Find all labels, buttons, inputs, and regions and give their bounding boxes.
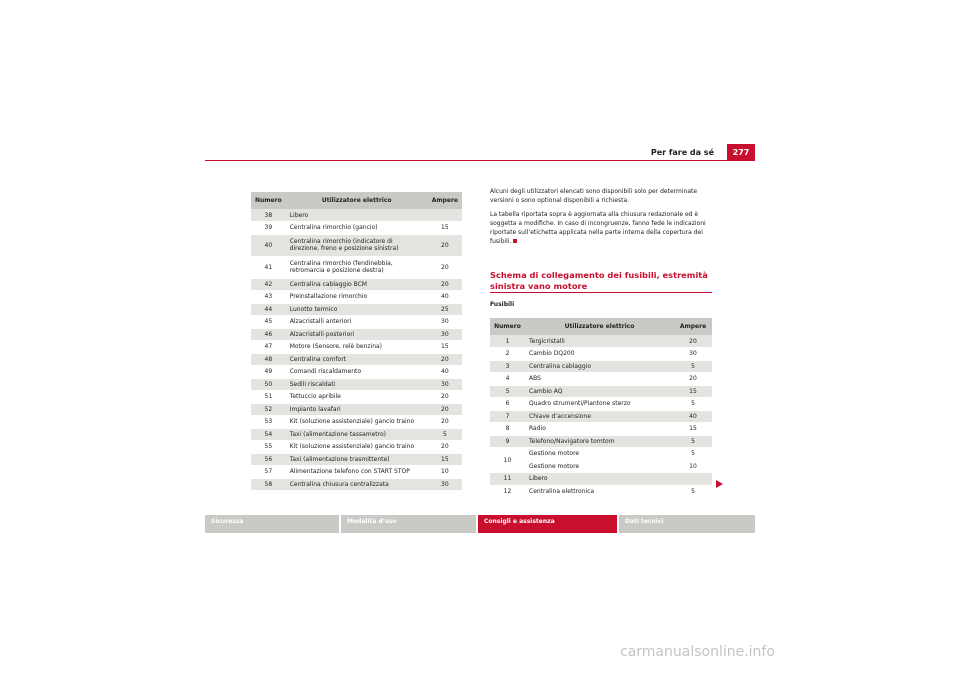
end-of-section-mark <box>513 239 517 243</box>
table-row <box>490 473 712 486</box>
column-header-number: Numero <box>251 192 286 209</box>
fuse-number: 43 <box>251 291 286 304</box>
fuse-ampere: 40 <box>428 291 462 304</box>
fuse-consumer: Lunotto termico <box>286 303 428 316</box>
table-row <box>490 348 712 361</box>
fuse-number: 1 <box>490 335 525 348</box>
column-header-ampere: Ampere <box>428 192 462 209</box>
fuse-number: 40 <box>251 234 286 256</box>
fuse-ampere: 30 <box>428 478 462 491</box>
fuse-consumer: Alimentazione telefono con START STOP <box>286 466 428 479</box>
fuse-consumer: Alzacristalli posteriori <box>286 328 428 341</box>
table-row <box>251 234 462 256</box>
fuse-ampere: 20 <box>674 335 712 348</box>
fuse-number: 51 <box>251 391 286 404</box>
fuse-consumer: Chiave d’accensione <box>525 410 674 423</box>
table-row <box>251 478 462 491</box>
table-row <box>490 398 712 411</box>
fuse-ampere: 30 <box>674 348 712 361</box>
table-row <box>490 410 712 423</box>
fuse-ampere: 20 <box>428 256 462 278</box>
fuse-ampere: 5 <box>674 448 712 461</box>
fuse-consumer: Centralina cablaggio BCM <box>286 278 428 291</box>
fuse-number: 9 <box>490 435 525 448</box>
fuse-consumer: Centralina cablaggio <box>525 360 674 373</box>
table-row <box>251 291 462 304</box>
fuse-consumer: ABS <box>525 373 674 386</box>
fuse-ampere: 5 <box>428 428 462 441</box>
fuse-number: 53 <box>251 416 286 429</box>
fuse-consumer: Quadro strumenti/Piantone sterzo <box>525 398 674 411</box>
fuse-number: 12 <box>490 485 525 498</box>
fuse-ampere: 20 <box>428 391 462 404</box>
watermark: carmanualsonline.info <box>620 644 775 660</box>
table-row <box>251 353 462 366</box>
table-row <box>251 416 462 429</box>
fuse-consumer: Gestione motore <box>525 460 674 473</box>
fuse-consumer: Centralina chiusura centralizzata <box>286 478 428 491</box>
fuse-number: 46 <box>251 328 286 341</box>
fuse-consumer: Cambio DQ200 <box>525 348 674 361</box>
column-header-consumer: Utilizzatore elettrico <box>286 192 428 209</box>
fuse-consumer: Centralina rimorchio (gancio) <box>286 222 428 235</box>
fuse-ampere: 30 <box>428 328 462 341</box>
column-header-consumer: Utilizzatore elettrico <box>525 318 674 335</box>
table-row <box>251 316 462 329</box>
fuse-consumer: Taxi (alimentazione trasmittente) <box>286 453 428 466</box>
table-row <box>251 428 462 441</box>
fuse-number: 45 <box>251 316 286 329</box>
page-number: 277 <box>727 144 755 161</box>
table-row <box>490 373 712 386</box>
intro-paragraph-2 <box>490 210 718 246</box>
fuse-ampere: 10 <box>674 460 712 473</box>
table-row <box>251 209 462 222</box>
fuse-ampere: 5 <box>674 485 712 498</box>
fuse-ampere: 40 <box>674 410 712 423</box>
fuse-table-body <box>490 335 712 498</box>
fuse-number: 58 <box>251 478 286 491</box>
table-row <box>490 335 712 348</box>
table-row <box>251 366 462 379</box>
fuse-ampere: 15 <box>428 222 462 235</box>
fuse-ampere <box>674 473 712 486</box>
fuse-number: 39 <box>251 222 286 235</box>
fuse-consumer: Motore (Sensore, relè benzina) <box>286 341 428 354</box>
fuse-number: 54 <box>251 428 286 441</box>
fuse-table-engine-left <box>490 318 712 498</box>
fuse-number: 49 <box>251 366 286 379</box>
fuse-number: 8 <box>490 423 525 436</box>
fuse-number: 47 <box>251 341 286 354</box>
fuse-ampere: 20 <box>428 416 462 429</box>
page-header-title: Per fare da sé <box>650 148 714 157</box>
fuse-number: 55 <box>251 441 286 454</box>
table-row <box>251 403 462 416</box>
table-row <box>251 453 462 466</box>
table-row <box>251 466 462 479</box>
fuse-consumer: Centralina elettronica <box>525 485 674 498</box>
table-header-row <box>251 192 462 209</box>
footer-tab-modalita-uso[interactable]: Modalità d'uso <box>341 515 476 533</box>
table-row <box>490 448 712 461</box>
fuse-consumer: Telefono/Navigatore tomtom <box>525 435 674 448</box>
fuse-number: 38 <box>251 209 286 222</box>
fuse-table-body <box>251 209 462 491</box>
continue-arrow-icon[interactable] <box>716 480 723 488</box>
fuse-ampere: 30 <box>428 378 462 391</box>
table-row <box>251 391 462 404</box>
fuse-number: 41 <box>251 256 286 278</box>
fuse-consumer: Cambio AQ <box>525 385 674 398</box>
fuse-consumer: Centralina rimorchio (indicatore di direzione, freno e posizione sinistra) <box>286 234 428 256</box>
section-subheading: Fusibili <box>490 301 515 308</box>
footer-tab-dati-tecnici[interactable]: Dati tecnici <box>619 515 755 533</box>
fuse-ampere <box>428 209 462 222</box>
footer-tab-consigli-assistenza[interactable]: Consigli e assistenza <box>478 515 617 533</box>
fuse-ampere: 25 <box>428 303 462 316</box>
fuse-consumer: Centralina comfort <box>286 353 428 366</box>
fuse-ampere: 20 <box>428 441 462 454</box>
fuse-number: 11 <box>490 473 525 486</box>
fuse-table-continued <box>251 192 462 491</box>
fuse-number: 52 <box>251 403 286 416</box>
column-header-ampere: Ampere <box>674 318 712 335</box>
fuse-consumer: Sedili riscaldati <box>286 378 428 391</box>
fuse-ampere: 20 <box>428 234 462 256</box>
fuse-ampere: 10 <box>428 466 462 479</box>
fuse-consumer: Libero <box>286 209 428 222</box>
fuse-consumer: Impianto lavafari <box>286 403 428 416</box>
fuse-consumer: Libero <box>525 473 674 486</box>
table-row <box>490 385 712 398</box>
fuse-ampere: 20 <box>428 353 462 366</box>
fuse-number: 57 <box>251 466 286 479</box>
fuse-number: 50 <box>251 378 286 391</box>
fuse-consumer: Comandi riscaldamento <box>286 366 428 379</box>
fuse-ampere: 15 <box>674 385 712 398</box>
fuse-ampere: 5 <box>674 398 712 411</box>
fuse-consumer: Taxi (alimentazione tassametro) <box>286 428 428 441</box>
section-divider <box>490 292 712 293</box>
table-row <box>490 485 712 498</box>
fuse-number: 7 <box>490 410 525 423</box>
table-row <box>251 341 462 354</box>
column-header-number: Numero <box>490 318 525 335</box>
fuse-ampere: 40 <box>428 366 462 379</box>
table-header-row <box>490 318 712 335</box>
fuse-consumer: Kit (soluzione assistenziale) gancio traino <box>286 416 428 429</box>
fuse-number: 42 <box>251 278 286 291</box>
table-row <box>251 222 462 235</box>
section-title: Schema di collegamento dei fusibili, estremità sinistra vano motore <box>490 270 708 291</box>
header-divider <box>205 160 755 161</box>
fuse-ampere: 15 <box>428 453 462 466</box>
table-row <box>251 278 462 291</box>
fuse-number: 48 <box>251 353 286 366</box>
fuse-ampere: 15 <box>674 423 712 436</box>
table-row <box>251 328 462 341</box>
fuse-consumer: Radio <box>525 423 674 436</box>
fuse-number: 10 <box>490 448 525 473</box>
footer-tab-sicurezza[interactable]: Sicurezza <box>205 515 339 533</box>
fuse-ampere: 5 <box>674 435 712 448</box>
table-row <box>251 303 462 316</box>
fuse-consumer: Tergicristalli <box>525 335 674 348</box>
fuse-number: 4 <box>490 373 525 386</box>
intro-paragraph-2-text: La tabella riportata sopra è aggiornata alla chiusura redazionale ed è soggetta a modifiche. In caso di incongruenze, fanno fede le indicazioni riportate sull’etichetta applicata nella parte interna della copertura dei fusibili. <box>490 211 706 245</box>
fuse-ampere: 20 <box>428 278 462 291</box>
fuse-consumer: Gestione motore <box>525 448 674 461</box>
fuse-consumer: Alzacristalli anteriori <box>286 316 428 329</box>
fuse-consumer: Kit (soluzione assistenziale) gancio traino <box>286 441 428 454</box>
fuse-ampere: 15 <box>428 341 462 354</box>
fuse-number: 6 <box>490 398 525 411</box>
table-row <box>251 256 462 278</box>
fuse-ampere: 20 <box>674 373 712 386</box>
fuse-number: 56 <box>251 453 286 466</box>
table-row <box>251 378 462 391</box>
table-row <box>490 423 712 436</box>
fuse-number: 5 <box>490 385 525 398</box>
fuse-ampere: 30 <box>428 316 462 329</box>
table-row <box>251 441 462 454</box>
intro-paragraph-1: Alcuni degli utilizzatori elencati sono disponibili solo per determinate versioni o sono optional disponibili a richiesta. <box>490 188 698 204</box>
fuse-consumer: Tettuccio apribile <box>286 391 428 404</box>
table-row <box>490 435 712 448</box>
fuse-number: 3 <box>490 360 525 373</box>
table-row <box>490 360 712 373</box>
fuse-consumer: Centralina rimorchio (fendinebbia, retromarcia e posizione destra) <box>286 256 428 278</box>
fuse-number: 2 <box>490 348 525 361</box>
fuse-number: 44 <box>251 303 286 316</box>
fuse-ampere: 5 <box>674 360 712 373</box>
fuse-ampere: 20 <box>428 403 462 416</box>
fuse-consumer: Preinstallazione rimorchio <box>286 291 428 304</box>
